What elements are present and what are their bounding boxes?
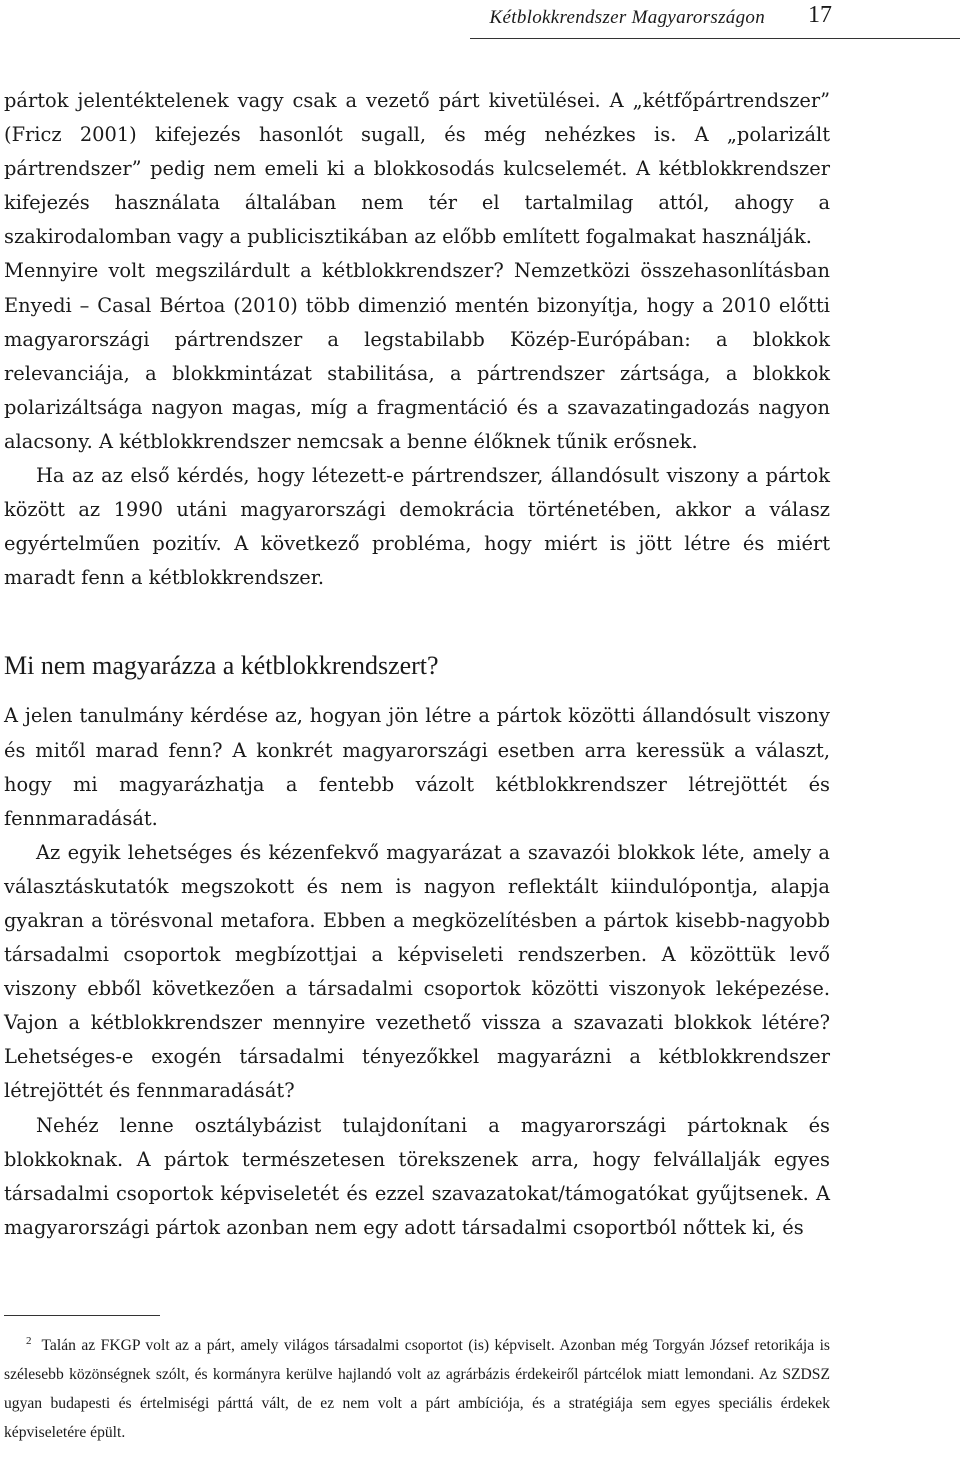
paragraph-5: Az egyik lehetséges és kézenfekvő magyarázat a szavazói blokkok léte, amely a választáskutatók megszokott és nem is nagyon reflektált kiindulópontja, alapja gyakran a törésvonal metafora. Ebben a megközelítésben a pártok kisebb-nagyobb társadalmi csoportok megbízottjai a képviseleti rendszerben. A közöttük levő viszony ebből következően a társadalmi csoportok közötti viszonyok leképezése. Vajon a kétblokkrendszer mennyire vezethető vissza a szavazati blokkok létére? Lehetséges-e exogén társadalmi tényezőkkel magyarázni a kétblokkrendszer létrejöttét és fennmaradását?: [4, 840, 830, 1103]
paragraph-4: A jelen tanulmány kérdése az, hogyan jön létre a pártok közötti állandósult viszony és mitől marad fenn? A konkrét magyarországi esetben arra keressük a választ, hogy mi magyarázhatja a fentebb vázolt kétblokkrendszer létrejöttét és fennmaradását.: [4, 704, 830, 830]
page-number: 17: [808, 2, 832, 28]
running-title: Kétblokkrendszer Magyarországon: [489, 7, 765, 28]
footnote-area: [4, 1315, 830, 1447]
footnote-text: Talán az FKGP volt az a párt, amely világos társadalmi csoportot (is) képviselt. Azonban még Torgyán József retorikája is szélesebb közönségnek szólt, és kormányra kerülve hajlandó volt az agrárbázis érdekeiről pártcélok miatt lemondani. Az SZDSZ ugyan budapesti és értelmiségi párttá vált, de ez nem volt a párt ambíciója, és a stratégiája sem egyes speciális érdekek képviseletére épült.: [4, 1337, 830, 1442]
paragraph-2: Mennyire volt megszilárdult a kétblokkrendszer? Nemzetközi összehasonlításban Enyedi – Casal Bértoa (2010) több dimenzió mentén bizonyítja, hogy a 2010 előtti magyarországi pártrendszer a legstabilabb Közép-Európában: a blokkok relevanciája, a blokkmintázat stabilitása, a pártrendszer zártsága, a blokkok polarizáltsága nagyon magas, míg a fragmentáció és a szavazatingadozás nagyon alacsony. A kétblokkrendszer nemcsak a benne élőknek tűnik erősnek.: [4, 259, 830, 453]
footnote-rule: [4, 1315, 160, 1316]
footnote: [4, 1327, 830, 1447]
paragraph-1: pártok jelentéktelenek vagy csak a vezető párt kivetülései. A „kétfőpártrendszer” (Fricz 2001) kifejezés hasonlót sugall, és még nehézkes is. A „polarizált pártrendszer” pedig nem emeli ki a blokkosodás kulcselemét. A kétblokkrendszer kifejezés használata általában nem tér el tartalmilag attól, ahogy a szakirodalomban vagy a publicisztikában az előbb említett fogalmakat használják.: [4, 89, 830, 249]
paragraph-6: Nehéz lenne osztálybázist tulajdonítani a magyarországi pártoknak és blokkoknak. A pártok természetesen törekszenek arra, hogy felvállalják egyes társadalmi csoportok képviseletét és ezzel szavazatokat/támogatókat gyűjtsenek. A magyarországi pártok azonban nem egy adott társadalmi csoportból nőttek ki, és: [4, 1113, 830, 1239]
section-heading: Mi nem magyarázza a kétblokkrendszert?: [4, 651, 439, 681]
page-header: [0, 0, 960, 44]
header-rule: [470, 38, 960, 39]
main-text: [4, 84, 830, 1245]
footnote-number: 2: [26, 1335, 32, 1347]
paragraph-3: Ha az az első kérdés, hogy létezett-e pártrendszer, állandósult viszony a pártok között az 1990 utáni magyarországi demokrácia történetében, akkor a válasz egyértelműen pozitív. A következő probléma, hogy miért is jött létre és miért maradt fenn a kétblokkrendszer.: [4, 464, 830, 590]
